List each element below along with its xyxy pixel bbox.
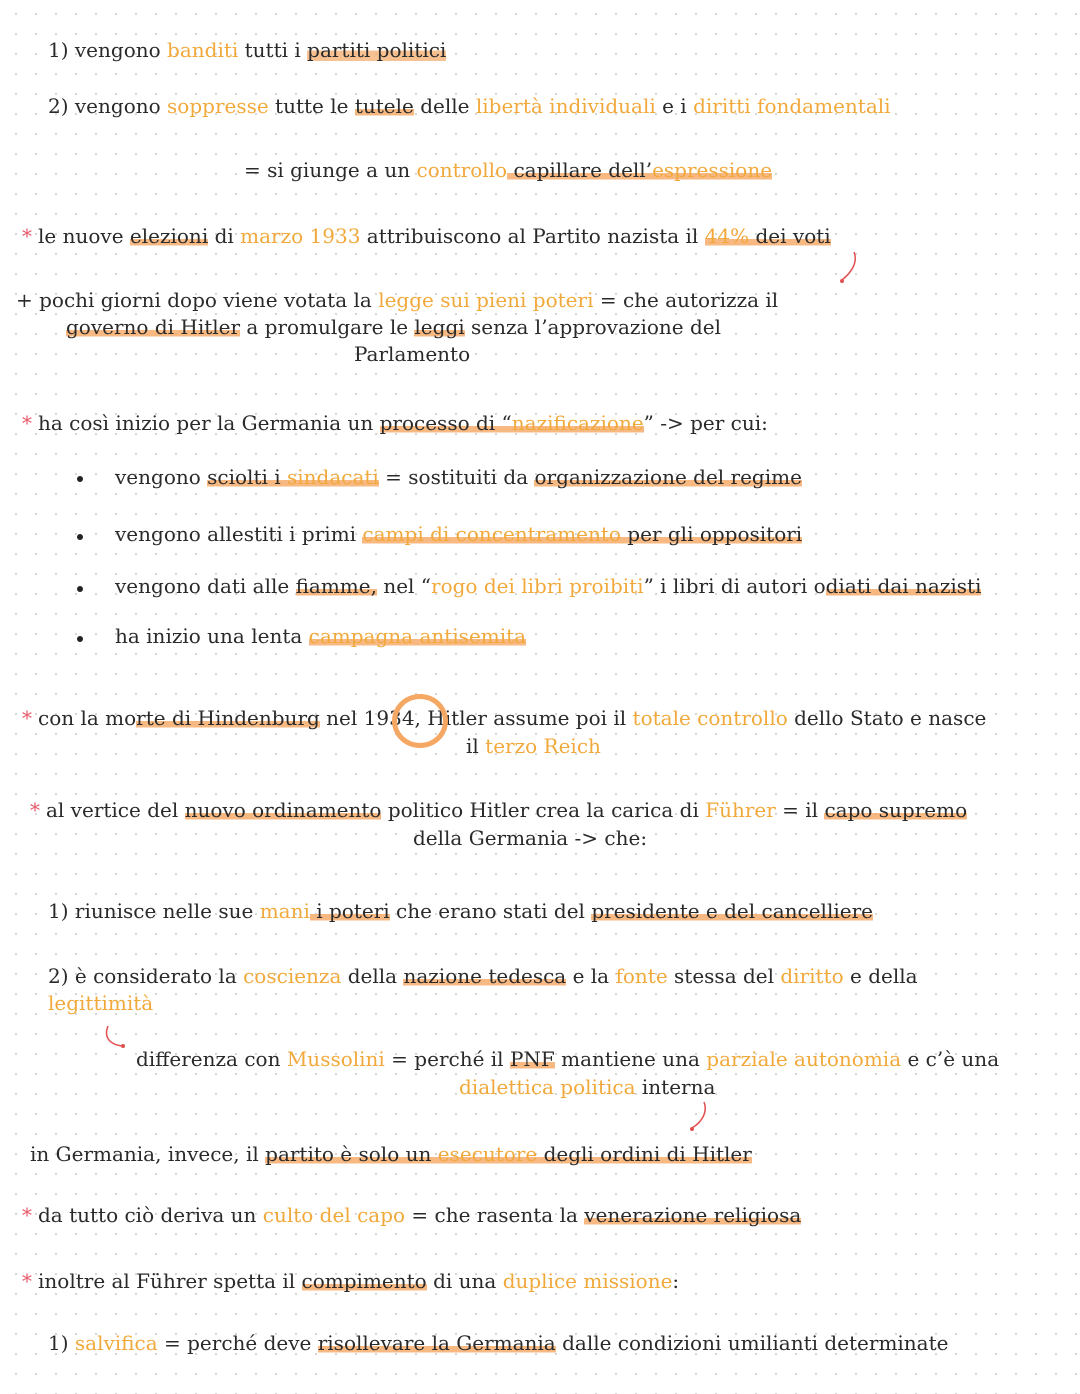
text: per gli oppositori	[620, 522, 803, 546]
bullet-dot	[77, 586, 83, 592]
keyword-espressione: espressione	[652, 158, 773, 182]
highlight-compimento: compimento	[301, 1269, 427, 1293]
text: che erano stati del	[389, 899, 592, 923]
text: = che autorizza il	[593, 288, 779, 312]
highlight-governo-hitler: governo di Hitler	[66, 315, 241, 339]
text: di	[208, 224, 241, 248]
keyword-dialettica-politica: dialettica politica	[459, 1075, 636, 1099]
keyword-coscienza: coscienza	[243, 964, 342, 988]
keyword-diritti: diritti fondamentali	[693, 94, 891, 118]
highlight-nuovo-ordinamento: nuovo ordinamento	[184, 798, 382, 822]
bullet-star: *	[22, 411, 32, 435]
text: = perché deve	[157, 1331, 318, 1355]
arrow-right-icon	[100, 1024, 140, 1054]
keyword-esecutore: esecutore	[437, 1142, 538, 1166]
point-2-conscience	[48, 963, 918, 989]
bullet-camps	[115, 521, 802, 547]
bullet-antisemitism	[115, 623, 526, 649]
text: Parlamento	[354, 342, 471, 366]
text: politico Hitler crea la carica di	[381, 798, 706, 822]
keyword-controllo: controllo	[416, 158, 508, 182]
keyword-salvifica: salvifica	[74, 1331, 158, 1355]
bullet-star: *	[22, 706, 32, 730]
circle-annotation-1934	[392, 694, 448, 748]
text: di una	[426, 1269, 503, 1293]
keyword-rogo-libri: rogo dei libri proibiti	[431, 574, 644, 598]
text: = il	[775, 798, 825, 822]
mission-line	[22, 1268, 679, 1294]
text: vengono	[115, 465, 208, 489]
highlight-campi	[362, 522, 802, 546]
highlight-poteri: i poteri	[309, 899, 390, 923]
highlight-elezioni: elezioni	[129, 224, 209, 248]
text: capillare dell’	[507, 158, 653, 182]
keyword-nazificazione: nazificazione	[511, 411, 644, 435]
cult-line	[22, 1202, 801, 1228]
text: della Germania -> che:	[413, 826, 648, 850]
highlight-nazione-tedesca: nazione tedesca	[403, 964, 567, 988]
text: interna	[635, 1075, 716, 1099]
highlight-partiti-politici: partiti politici	[307, 38, 447, 62]
text: della	[341, 964, 404, 988]
highlight-venerazione: venerazione religiosa	[584, 1203, 802, 1227]
highlight-risollevare: risollevare la Germania	[317, 1331, 556, 1355]
highlight-pnf: PNF	[509, 1047, 555, 1071]
text: il	[466, 734, 486, 758]
highlight-odiati: diati dai nazisti	[825, 574, 982, 598]
text: e della	[843, 964, 918, 988]
text: ha così inizio per la Germania un	[38, 411, 380, 435]
mussolini-difference-line	[136, 1046, 999, 1072]
keyword-sindacati: sindacati	[286, 465, 379, 489]
keyword-legge-pieni-poteri: legge sui pieni poteri	[378, 288, 594, 312]
keyword-fonte: fonte	[615, 964, 668, 988]
text: processo di “	[379, 411, 512, 435]
keyword-diritto: diritto	[780, 964, 844, 988]
highlight-capillare	[507, 158, 772, 182]
highlight-tutele: tutele	[354, 94, 414, 118]
nazification-line	[22, 410, 768, 436]
text: 2) è considerato la	[48, 964, 244, 988]
full-powers-law-line-3	[354, 341, 470, 367]
germany-party-line	[30, 1141, 752, 1167]
text: = che rasenta la	[405, 1203, 585, 1227]
third-reich-line	[466, 733, 601, 759]
full-powers-law-line	[16, 287, 778, 313]
point-1-powers	[48, 898, 873, 924]
keyword-mussolini: Mussolini	[286, 1047, 385, 1071]
text: attribuiscono al Partito nazista il	[360, 224, 705, 248]
full-powers-law-line-2	[66, 314, 721, 340]
bullet-star: *	[30, 798, 40, 822]
keyword-legittimita: legittimità	[48, 991, 154, 1015]
bullet-book-burning	[115, 573, 981, 599]
text: differenza con	[136, 1047, 287, 1071]
keyword-parziale-autonomia: parziale autonomia	[706, 1047, 902, 1071]
text: tutte le	[268, 94, 355, 118]
text: delle	[413, 94, 476, 118]
highlight-fiamme: fiamme,	[295, 574, 377, 598]
text: + pochi giorni dopo viene votata la	[16, 288, 379, 312]
text: 1) riunisce nelle sue	[48, 899, 260, 923]
keyword-marzo-1933: marzo 1933	[240, 224, 361, 248]
text: = si giunge a un	[244, 158, 417, 182]
text: e c’è una	[901, 1047, 1000, 1071]
text: 1) vengono	[48, 38, 168, 62]
highlight-organizzazione: organizzazione del regime	[534, 465, 802, 489]
hindenburg-line	[22, 705, 986, 731]
highlight-campagna	[309, 624, 526, 648]
bullet-dot	[77, 476, 83, 482]
bullet-unions	[115, 464, 802, 490]
point-1-banned-parties	[48, 37, 446, 63]
control-expression-line	[244, 157, 772, 183]
text: degli ordini di Hitler	[537, 1142, 752, 1166]
text: con la mo	[38, 706, 137, 730]
keyword-campagna-antisemita: campagna antisemita	[308, 624, 527, 648]
text: da tutto ciò deriva un	[38, 1203, 263, 1227]
text: 2) vengono	[48, 94, 168, 118]
highlight-capo-supremo: capo supremo	[824, 798, 968, 822]
keyword-campi-concentramento: campi di concentramento	[362, 522, 621, 546]
text: nel “	[376, 574, 432, 598]
text: stessa del	[667, 964, 781, 988]
highlight-sciolti-sindacati	[207, 465, 379, 489]
text: al vertice del	[46, 798, 185, 822]
text: in Germania, invece, il	[30, 1142, 266, 1166]
fuhrer-line-2	[413, 825, 647, 851]
text: inoltre al Führer spetta il	[38, 1269, 302, 1293]
bullet-star: *	[22, 1203, 32, 1227]
keyword-mani: mani	[259, 899, 310, 923]
elections-1933-line	[22, 223, 831, 249]
keyword-duplice-missione: duplice missione	[502, 1269, 673, 1293]
text: dalle condizioni umilianti determinate	[555, 1331, 949, 1355]
keyword-culto-capo: culto del capo	[262, 1203, 406, 1227]
bullet-star: *	[22, 224, 32, 248]
text: ” i libri di autori o	[643, 574, 826, 598]
point-2-suppressed-freedoms	[48, 93, 891, 119]
highlight-processo	[380, 411, 644, 435]
arrow-down-icon	[836, 250, 866, 290]
point-2-conscience-2	[48, 990, 153, 1016]
arrow-down-icon	[688, 1100, 718, 1140]
bullet-star: *	[22, 1269, 32, 1293]
keyword-terzo-reich: terzo Reich	[485, 734, 601, 758]
text: = perché il	[384, 1047, 510, 1071]
highlight-partito-esecutore	[265, 1142, 752, 1166]
text: vengono allestiti i primi	[115, 522, 363, 546]
text: sciolti i	[207, 465, 287, 489]
text: a promulgare le	[240, 315, 415, 339]
highlight-hindenburg: rte di Hindenburg	[136, 706, 320, 730]
keyword-fuhrer: Führer	[705, 798, 776, 822]
bullet-dot	[77, 534, 83, 540]
text: nel 1934, Hitler assume poi il	[319, 706, 633, 730]
salvific-line	[48, 1330, 948, 1356]
mussolini-difference-line-2	[459, 1074, 715, 1100]
text: tutti i	[238, 38, 308, 62]
keyword-44: 44%	[704, 224, 750, 248]
text: vengono dati alle	[115, 574, 296, 598]
text: ” -> per cui:	[643, 411, 768, 435]
highlight-presidente: presidente e del cancelliere	[591, 899, 873, 923]
text: e la	[566, 964, 616, 988]
fuhrer-line	[30, 797, 967, 823]
text: senza l’approvazione del	[464, 315, 721, 339]
text: e i	[655, 94, 694, 118]
keyword-liberta: libertà individuali	[475, 94, 656, 118]
keyword-soppresse: soppresse	[167, 94, 269, 118]
keyword-totale-controllo: totale controllo	[632, 706, 788, 730]
highlight-leggi: leggi	[414, 315, 465, 339]
text: le nuove	[38, 224, 130, 248]
text: :	[672, 1269, 680, 1293]
text: = sostituiti da	[378, 465, 535, 489]
text: dei voti	[749, 224, 831, 248]
text: partito è solo un	[265, 1142, 438, 1166]
bullet-dot	[77, 636, 83, 642]
text: dello Stato e nasce	[787, 706, 987, 730]
text: mantiene una	[554, 1047, 707, 1071]
highlight-44-voti	[705, 224, 831, 248]
keyword-banditi: banditi	[167, 38, 239, 62]
text: ha inizio una lenta	[115, 624, 309, 648]
text: 1)	[48, 1331, 75, 1355]
